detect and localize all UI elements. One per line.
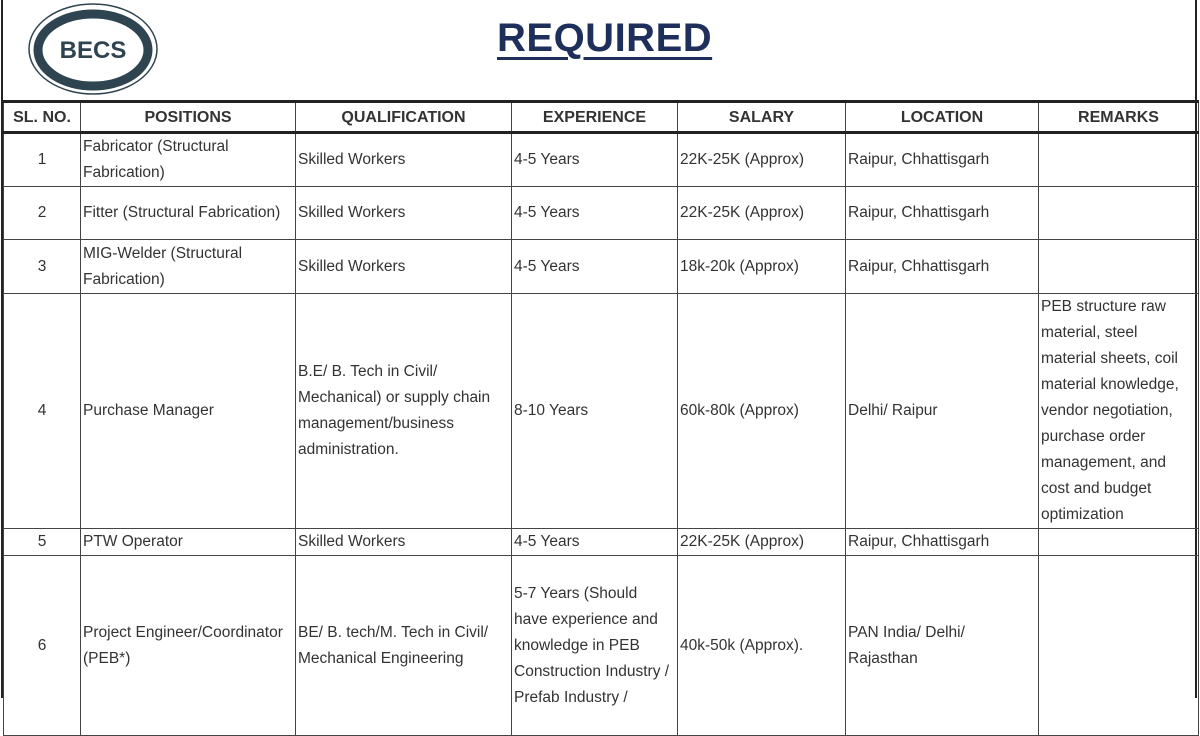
- column-header-positions: POSITIONS: [81, 102, 296, 133]
- cell-experience: 5-7 Years (Should have experience and knowledge in PEB Construction Industry / Prefab Industry /: [512, 556, 678, 736]
- cell-position: Purchase Manager: [81, 294, 296, 529]
- table-row: [4, 187, 1199, 240]
- cell-location: Raipur, Chhattisgarh: [846, 133, 1039, 187]
- cell-salary: 22K-25K (Approx): [678, 187, 846, 240]
- table-row: [4, 529, 1199, 556]
- column-header-experience: EXPERIENCE: [512, 102, 678, 133]
- cell-qualification: Skilled Workers: [296, 240, 512, 294]
- cell-remarks: [1039, 556, 1199, 736]
- cell-qualification: Skilled Workers: [296, 187, 512, 240]
- cell-qualification: B.E/ B. Tech in Civil/ Mechanical) or supply chain management/business administration.: [296, 294, 512, 529]
- column-header-location: LOCATION: [846, 102, 1039, 133]
- column-header-salary: SALARY: [678, 102, 846, 133]
- cell-sl: 1: [4, 133, 81, 187]
- cell-salary: 40k-50k (Approx).: [678, 556, 846, 736]
- cell-salary: 22K-25K (Approx): [678, 529, 846, 556]
- cell-salary: 18k-20k (Approx): [678, 240, 846, 294]
- cell-sl: 2: [4, 187, 81, 240]
- cell-location: Delhi/ Raipur: [846, 294, 1039, 529]
- cell-position: Project Engineer/Coordinator (PEB*): [81, 556, 296, 736]
- column-header-sl-no: SL. NO.: [4, 102, 81, 133]
- table-header-row: [4, 102, 1199, 133]
- cell-qualification: BE/ B. tech/M. Tech in Civil/ Mechanical Engineering: [296, 556, 512, 736]
- cell-remarks: PEB structure raw material, steel material sheets, coil material knowledge, vendor negotiation, purchase order management, and cost and budget optimization: [1039, 294, 1199, 529]
- cell-remarks: [1039, 240, 1199, 294]
- cell-position: PTW Operator: [81, 529, 296, 556]
- cell-experience: 4-5 Years: [512, 240, 678, 294]
- cell-experience: 4-5 Years: [512, 529, 678, 556]
- jobs-table: [3, 100, 1199, 736]
- cell-qualification: Skilled Workers: [296, 133, 512, 187]
- cell-remarks: [1039, 529, 1199, 556]
- cell-experience: 4-5 Years: [512, 133, 678, 187]
- table-row: [4, 294, 1199, 529]
- column-header-remarks: REMARKS: [1039, 102, 1199, 133]
- cell-remarks: [1039, 133, 1199, 187]
- cell-salary: 22K-25K (Approx): [678, 133, 846, 187]
- cell-location: Raipur, Chhattisgarh: [846, 240, 1039, 294]
- svg-text:BECS: BECS: [59, 37, 127, 64]
- document-header: [0, 0, 1200, 101]
- table-row: [4, 240, 1199, 294]
- cell-position: Fitter (Structural Fabrication): [81, 187, 296, 240]
- page-title: REQUIRED: [497, 16, 713, 60]
- cell-sl: 5: [4, 529, 81, 556]
- column-header-qualification: QUALIFICATION: [296, 102, 512, 133]
- cell-sl: 6: [4, 556, 81, 736]
- cell-sl: 3: [4, 240, 81, 294]
- cell-remarks: [1039, 187, 1199, 240]
- cell-location: Raipur, Chhattisgarh: [846, 529, 1039, 556]
- cell-sl: 4: [4, 294, 81, 529]
- cell-salary: 60k-80k (Approx): [678, 294, 846, 529]
- cell-location: PAN India/ Delhi/ Rajasthan: [846, 556, 1039, 736]
- cell-experience: 8-10 Years: [512, 294, 678, 529]
- cell-location: Raipur, Chhattisgarh: [846, 187, 1039, 240]
- table-row: [4, 133, 1199, 187]
- becs-logo-icon: [26, 2, 160, 96]
- cell-experience: 4-5 Years: [512, 187, 678, 240]
- cell-position: Fabricator (Structural Fabrication): [81, 133, 296, 187]
- table-row: [4, 556, 1199, 736]
- cell-position: MIG-Welder (Structural Fabrication): [81, 240, 296, 294]
- cell-qualification: Skilled Workers: [296, 529, 512, 556]
